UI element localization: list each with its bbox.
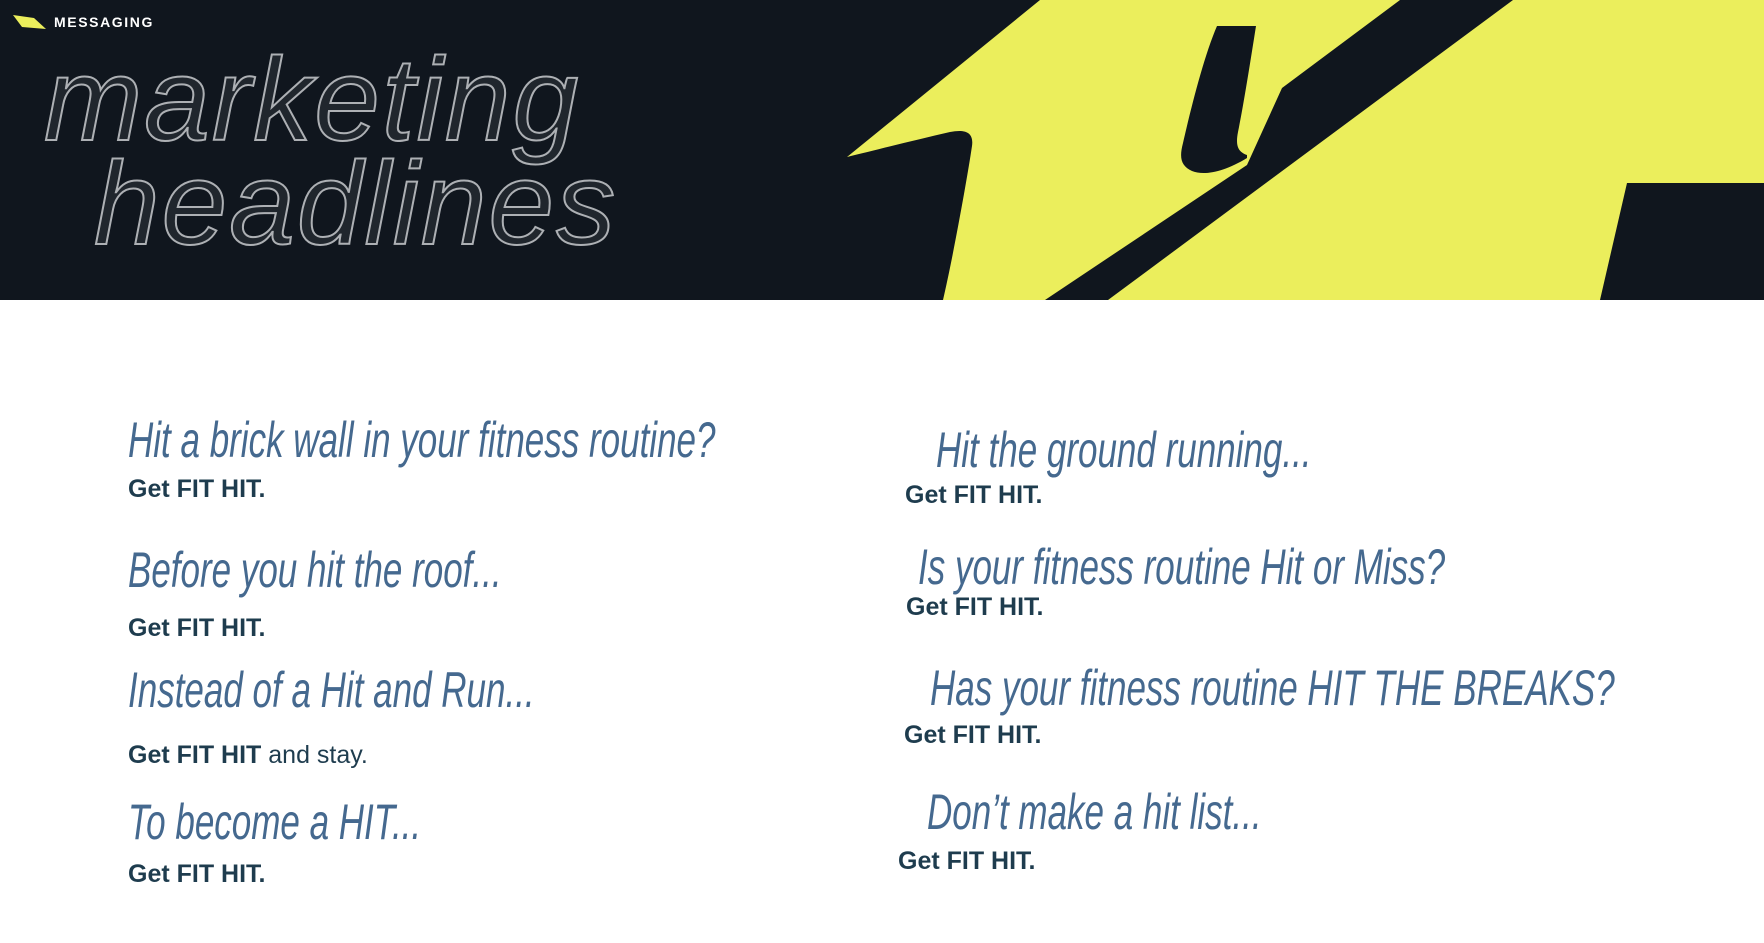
category-tag <box>13 14 154 30</box>
headline-text: Before you hit the roof... <box>128 542 502 598</box>
tagline-bold: Get FIT HIT. <box>128 475 266 503</box>
tagline <box>128 742 709 768</box>
headline-text: Has your fitness routine HIT THE BREAKS? <box>930 660 1615 716</box>
category-label: MESSAGING <box>54 14 154 30</box>
headline-text: Don’t make a hit list... <box>927 784 1262 840</box>
headline-text: Instead of a Hit and Run... <box>128 662 535 718</box>
headline-block-right-1 <box>905 422 1472 509</box>
headline-block-right-4 <box>898 784 1405 875</box>
headline-block-right-3 <box>904 660 1764 749</box>
page-title <box>44 34 618 270</box>
tagline <box>128 615 662 641</box>
headline-block-left-2 <box>128 544 662 641</box>
tagline-bold: Get FIT HIT. <box>128 614 266 642</box>
tagline-bold: Get FIT HIT. <box>898 847 1036 875</box>
tagline-bold: Get FIT HIT. <box>904 721 1042 749</box>
headline-block-right-2 <box>906 539 1671 621</box>
headline-text: To become a HIT... <box>128 794 422 850</box>
headline-block-left-1 <box>128 414 967 502</box>
corner-quad-shape <box>1600 183 1764 300</box>
tagline-bold: Get FIT HIT. <box>905 481 1043 509</box>
page-header <box>0 0 1764 300</box>
headline-block-left-3 <box>128 664 709 768</box>
tagline-regular: and stay. <box>261 741 368 769</box>
headline-text: Hit a brick wall in your fitness routine? <box>128 412 716 468</box>
headline-text: Is your fitness routine Hit or Miss? <box>918 539 1446 595</box>
tagline <box>898 848 1405 874</box>
tagline <box>128 861 547 887</box>
tagline-bold: Get FIT HIT. <box>906 593 1044 621</box>
page-title-line1: marketing <box>44 34 581 166</box>
page-title-line2: headlines <box>94 138 618 270</box>
tagline <box>128 476 967 502</box>
tagline <box>906 594 1671 620</box>
flag-icon <box>13 14 47 30</box>
headline-block-left-4 <box>128 796 547 887</box>
headline-text: Hit the ground running... <box>936 422 1312 478</box>
tagline-bold: Get FIT HIT <box>128 741 262 769</box>
tagline-bold: Get FIT HIT. <box>128 860 266 888</box>
tagline <box>905 482 1472 508</box>
tagline <box>904 722 1764 748</box>
